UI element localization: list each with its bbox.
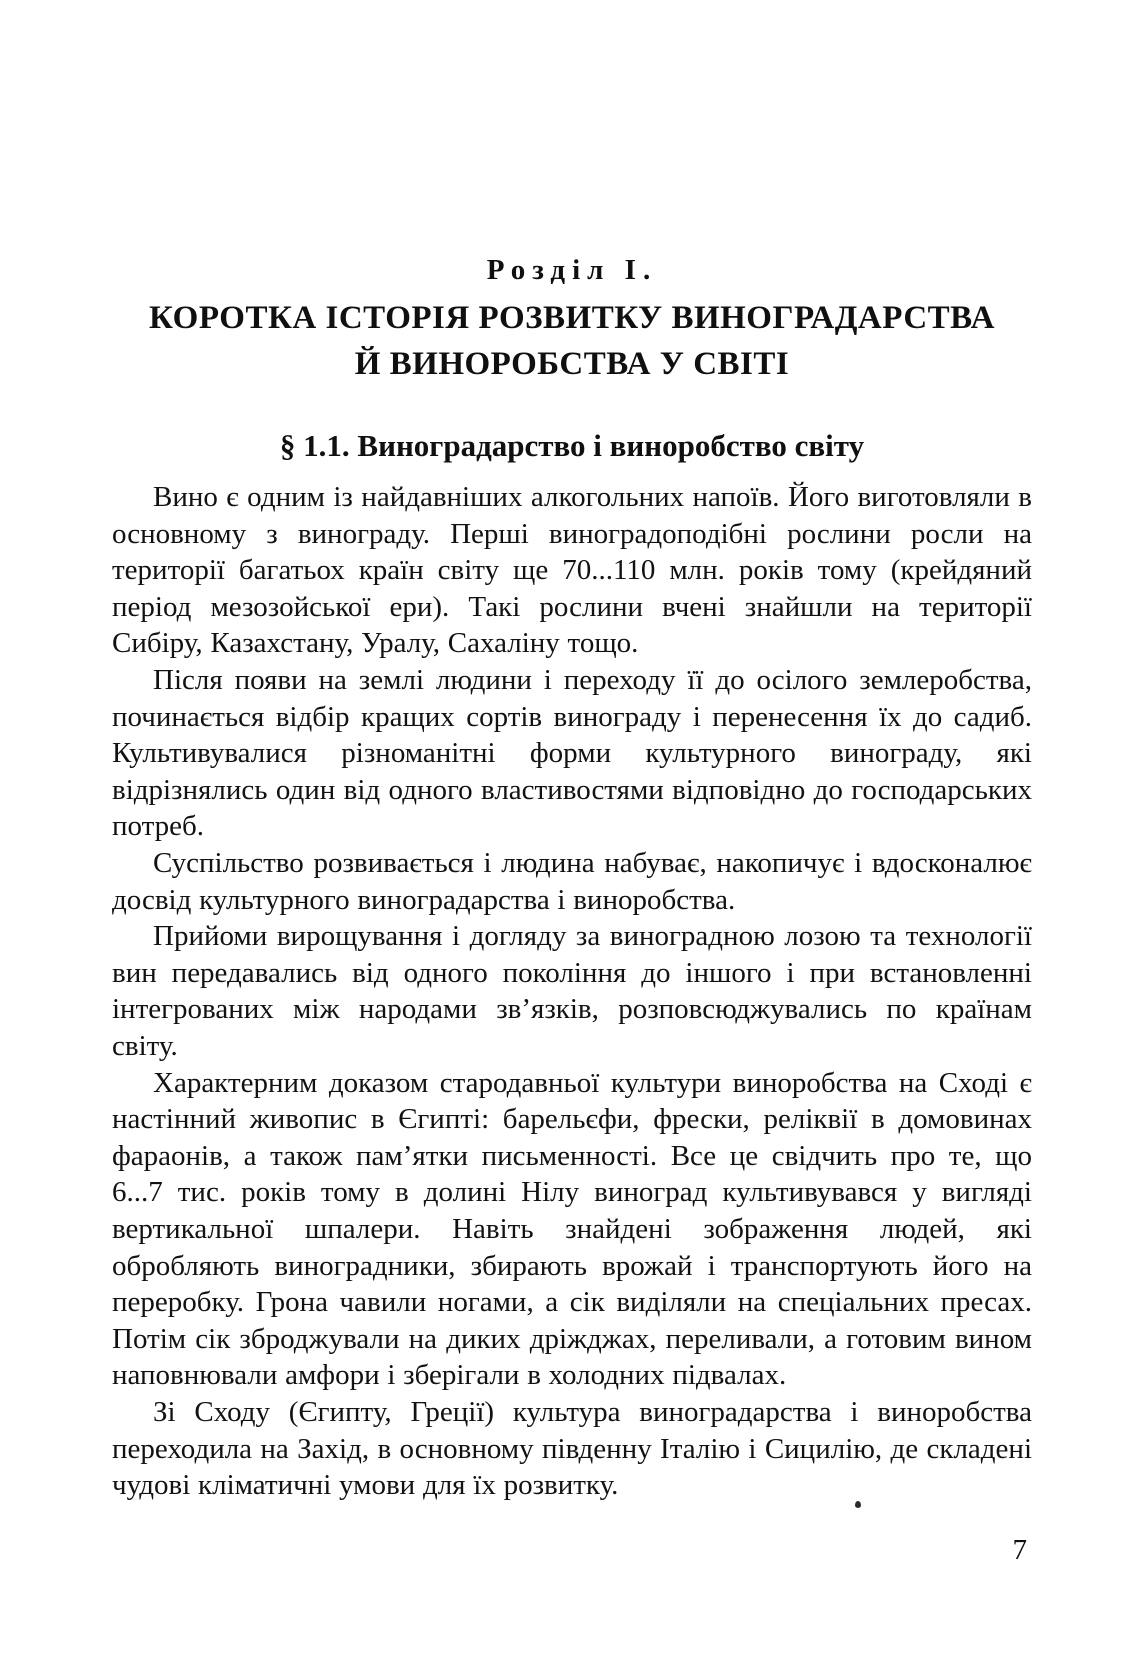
- paragraph: Характерним доказом стародавньої культури виноробства на Сході є настінний живопис в Єгипті: барельєфи, фрески, реліквії в домовинах фараонів, а також пам’ятки письменності. Все це свідчить про те, що 6...7 тис. років тому в долині Нілу виноград культивувався у вигляді вертикальної шпалери. Навіть знайдені зображення людей, які обробляють виноградники, збирають врожай і транспортують його на переробку. Грона чавили ногами, а сік виділяли на спеціальних пресах. Потім сік зброджували на диких дріжджах, переливали, а готовим вином наповнювали амфори і зберігали в холодних підвалах.: [112, 1066, 1032, 1392]
- chapter-title: [112, 295, 1032, 387]
- section-heading: § 1.1. Виноградарство і виноробство світу: [279, 428, 865, 463]
- chapter-title-line1: КОРОТКА ІСТОРІЯ РОЗВИТКУ ВИНОГРАДАРСТВА: [149, 300, 995, 336]
- paragraph: Прийоми вирощування і догляду за виноградною лозою та технології вин передавались від одного покоління до іншого і при встановленні інтегрованих між народами зв’язків, розповсюджувались по країнам світу.: [112, 920, 1032, 1062]
- scan-speck: [855, 1501, 861, 1508]
- page-content: [112, 0, 1032, 1504]
- paragraph: Вино є одним із найдавніших алкогольних напоїв. Його виготовляли в основному з винограду. Перші виноградоподібні рослини росли на території багатьох країн світу ще 70...110 млн. років тому (крейдяний період мезозойської ери). Такі рослини вчені знайшли на території Сибіру, Казахстану, Уралу, Сахаліну тощо.: [112, 481, 1032, 660]
- paragraph: Після появи на землі людини і переходу її до осілого землеробства, починається відбір кращих сортів винограду і перенесення їх до садиб. Культивувалися різноманітні форми культурного винограду, які відрізнялись один від одного властивостями відповідно до господарських потреб.: [112, 664, 1032, 843]
- paragraph: Зі Сходу (Єгипту, Греції) культура виноградарства і виноробства переходила на Захід, в основному південну Італію і Сицилію, де складені чудові кліматичні умови для їх розвитку.: [112, 1395, 1032, 1502]
- chapter-title-line2: Й ВИНОРОБСТВА У СВІТІ: [354, 346, 790, 382]
- body-text: [112, 479, 1032, 1504]
- paragraph: Суспільство розвивається і людина набуває, накопичує і вдосконалює досвід культурного виноградарства і виноробства.: [112, 847, 1032, 916]
- chapter-label: Розділ І.: [486, 254, 658, 286]
- page-number: 7: [1012, 1534, 1027, 1566]
